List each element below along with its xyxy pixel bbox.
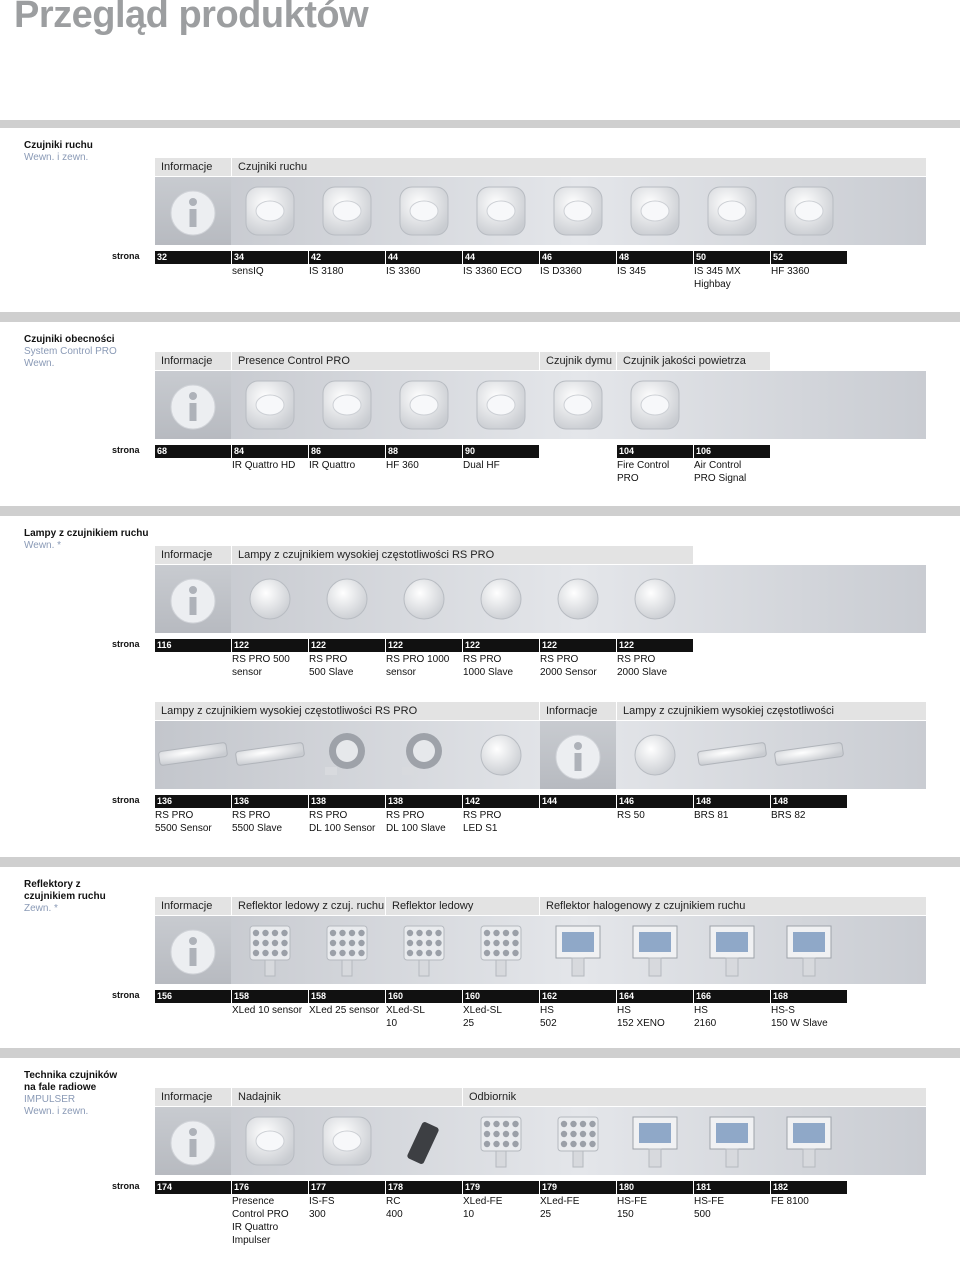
product-name: RC 400 (386, 1196, 403, 1220)
strona-label: strona (112, 445, 140, 455)
lamp-icon (232, 565, 308, 633)
product-name: IS 345 MX Highbay (694, 266, 741, 290)
product-name: IS 3180 (309, 266, 344, 277)
product-name: IS D3360 (540, 266, 582, 277)
section-subtitle: System Control PRO Wewn. (24, 346, 117, 369)
section-title: Technika czujników na fale radiowe IMPULSER Wewn. i zewn. (24, 1070, 118, 1117)
product-image-row (155, 177, 926, 245)
column-header: Reflektor halogenowy z czujnikiem ruchu (540, 897, 926, 915)
page-number-bar: 84 (232, 445, 308, 458)
product-name: RS PRO 5500 Sensor (155, 810, 212, 834)
page-number-bar: 179 (540, 1181, 616, 1194)
halogen-floodlight-icon (771, 916, 847, 984)
product-name: Air Control PRO Signal (694, 460, 747, 484)
page-number-bar: 136 (155, 795, 231, 808)
column-header: Odbiornik (463, 1088, 926, 1106)
info-icon (155, 1107, 231, 1175)
halogen-floodlight-icon (694, 916, 770, 984)
product-name: sensIQ (232, 266, 264, 277)
product-name: Fire Control PRO (617, 460, 670, 484)
halogen-floodlight-icon (617, 916, 693, 984)
section-divider (0, 120, 960, 128)
page-number-bar: 50 (694, 251, 770, 264)
page-number-bar: 42 (309, 251, 385, 264)
column-header: Reflektor ledowy (386, 897, 539, 915)
remote-control-icon (386, 1107, 462, 1175)
downlight-icon (309, 721, 385, 789)
page-number-bar: 122 (309, 639, 385, 652)
page-number-bar: 86 (309, 445, 385, 458)
product-name: RS PRO 2000 Slave (617, 654, 668, 678)
halogen-floodlight-icon (540, 916, 616, 984)
product-image-row (155, 371, 926, 439)
sensor-icon (617, 177, 693, 245)
product-name: RS PRO 500 Slave (309, 654, 354, 678)
sensor-icon (694, 177, 770, 245)
page-number-bar: 88 (386, 445, 462, 458)
page-number-bar: 122 (232, 639, 308, 652)
sensor-icon (309, 1107, 385, 1175)
page-number-bar: 68 (155, 445, 231, 458)
led-floodlight-icon (386, 916, 462, 984)
sensor-icon (232, 371, 308, 439)
tube-lamp-icon (232, 721, 308, 789)
page-number-bar: 166 (694, 990, 770, 1003)
sensor-icon (386, 177, 462, 245)
column-header: Nadajnik (232, 1088, 462, 1106)
product-name: IR Quattro HD (232, 460, 296, 471)
product-image-row (155, 721, 926, 789)
tube-lamp-icon (155, 721, 231, 789)
product-name: HS 502 (540, 1005, 557, 1029)
product-name: IS-FS 300 (309, 1196, 335, 1220)
section-divider (0, 506, 960, 516)
column-header: Lampy z czujnikiem wysokiej częstotliwości RS PRO (155, 702, 539, 720)
strona-label: strona (112, 639, 140, 649)
column-header: Lampy z czujnikiem wysokiej częstotliwości (617, 702, 926, 720)
column-header: Informacje (155, 352, 231, 370)
sensor-icon (540, 177, 616, 245)
page-number-bar: 160 (386, 990, 462, 1003)
column-header: Informacje (155, 546, 231, 564)
sensor-icon (463, 177, 539, 245)
section-title: Czujniki obecności System Control PRO Wewn. (24, 334, 117, 369)
product-name: IS 3360 (386, 266, 421, 277)
page-number-bar: 104 (617, 445, 693, 458)
product-name: Dual HF (463, 460, 500, 471)
sensor-icon (232, 1107, 308, 1175)
sensor-icon (771, 177, 847, 245)
section-divider (0, 857, 960, 867)
page-number-bar: 136 (232, 795, 308, 808)
page-number-bar: 106 (694, 445, 770, 458)
product-name: XLed 25 sensor (309, 1005, 380, 1016)
sensor-icon (617, 371, 693, 439)
led-floodlight-icon (232, 916, 308, 984)
strona-label: strona (112, 990, 140, 1000)
product-name: BRS 81 (694, 810, 729, 821)
sensor-icon (463, 371, 539, 439)
section-subtitle: Wewn. * (24, 540, 62, 551)
product-name: HS-FE 150 (617, 1196, 647, 1220)
page-number-bar: 160 (463, 990, 539, 1003)
page-number-bar: 174 (155, 1181, 231, 1194)
info-icon (155, 371, 231, 439)
page-number-bar: 122 (386, 639, 462, 652)
product-name: RS PRO 1000 Slave (463, 654, 514, 678)
info-icon (155, 565, 231, 633)
sensor-icon (540, 371, 616, 439)
led-floodlight-icon (463, 1107, 539, 1175)
sensor-icon (309, 177, 385, 245)
column-header: Informacje (155, 897, 231, 915)
page-number-bar: 148 (694, 795, 770, 808)
halogen-floodlight-icon (617, 1107, 693, 1175)
page-number-bar: 181 (694, 1181, 770, 1194)
page-number-bar: 148 (771, 795, 847, 808)
product-name: FE 8100 (771, 1196, 809, 1207)
info-icon (155, 177, 231, 245)
product-name: RS PRO 1000 sensor (386, 654, 450, 678)
section-title: Czujniki ruchu Wewn. i zewn. (24, 140, 93, 163)
product-name: RS PRO 2000 Sensor (540, 654, 597, 678)
section-title: Lampy z czujnikiem ruchu Wewn. * (24, 528, 149, 551)
page-number-bar: 177 (309, 1181, 385, 1194)
product-name: RS 50 (617, 810, 645, 821)
page-number-bar: 146 (617, 795, 693, 808)
product-name: HS 2160 (694, 1005, 717, 1029)
page-number-bar: 158 (309, 990, 385, 1003)
lamp-icon (463, 565, 539, 633)
sensor-icon (309, 371, 385, 439)
product-name: RS PRO 5500 Slave (232, 810, 283, 834)
section-subtitle: Wewn. i zewn. (24, 152, 89, 163)
led-floodlight-icon (309, 916, 385, 984)
section-subtitle: Zewn. * (24, 903, 58, 914)
page-number-bar: 162 (540, 990, 616, 1003)
lamp-icon (617, 721, 693, 789)
column-header: Presence Control PRO (232, 352, 539, 370)
page-number-bar: 182 (771, 1181, 847, 1194)
strona-label: strona (112, 795, 140, 805)
product-name: HS 152 XENO (617, 1005, 665, 1029)
led-floodlight-icon (463, 916, 539, 984)
column-header: Czujniki ruchu (232, 158, 926, 176)
page-title: Przegląd produktów (14, 0, 369, 36)
section-divider (0, 1048, 960, 1058)
column-header: Reflektor ledowy z czuj. ruchu (232, 897, 385, 915)
column-header: Informacje (540, 702, 616, 720)
tube-lamp-icon (694, 721, 770, 789)
section-divider (0, 312, 960, 322)
page-number-bar: 142 (463, 795, 539, 808)
strona-label: strona (112, 251, 140, 261)
product-name: XLed-FE 10 (463, 1196, 503, 1220)
lamp-icon (386, 565, 462, 633)
page-number-bar: 52 (771, 251, 847, 264)
product-name: IS 345 (617, 266, 646, 277)
lamp-icon (617, 565, 693, 633)
page-number-bar: 168 (771, 990, 847, 1003)
page-number-bar: 44 (386, 251, 462, 264)
page-number-bar: 138 (386, 795, 462, 808)
sensor-icon (386, 371, 462, 439)
column-header: Czujnik jakości powietrza (617, 352, 770, 370)
page-number-bar: 158 (232, 990, 308, 1003)
product-name: XLed-SL 10 (386, 1005, 425, 1029)
page-number-bar: 122 (540, 639, 616, 652)
page-number-bar: 122 (463, 639, 539, 652)
page-number-bar: 32 (155, 251, 231, 264)
sensor-icon (232, 177, 308, 245)
section-title: Reflektory z czujnikiem ruchu Zewn. * (24, 879, 106, 914)
column-header: Lampy z czujnikiem wysokiej częstotliwości RS PRO (232, 546, 693, 564)
column-header: Czujnik dymu (540, 352, 616, 370)
page-number-bar: 180 (617, 1181, 693, 1194)
page-number-bar: 44 (463, 251, 539, 264)
page-number-bar: 116 (155, 639, 231, 652)
page-number-bar: 138 (309, 795, 385, 808)
halogen-floodlight-icon (771, 1107, 847, 1175)
product-name: RS PRO DL 100 Sensor (309, 810, 376, 834)
halogen-floodlight-icon (694, 1107, 770, 1175)
product-image-row (155, 1107, 926, 1175)
lamp-icon (463, 721, 539, 789)
lamp-icon (540, 565, 616, 633)
product-name: XLed-FE 25 (540, 1196, 580, 1220)
page-number-bar: 144 (540, 795, 616, 808)
page-number-bar: 176 (232, 1181, 308, 1194)
product-name: RS PRO LED S1 (463, 810, 502, 834)
page-number-bar: 156 (155, 990, 231, 1003)
product-name: HS-FE 500 (694, 1196, 724, 1220)
product-image-row (155, 916, 926, 984)
page-number-bar: 178 (386, 1181, 462, 1194)
product-name: RS PRO 500 sensor (232, 654, 290, 678)
tube-lamp-icon (771, 721, 847, 789)
product-name: XLed 10 sensor (232, 1005, 303, 1016)
strona-label: strona (112, 1181, 140, 1191)
page-number-bar: 90 (463, 445, 539, 458)
product-name: Presence Control PRO IR Quattro Impulser (232, 1196, 289, 1246)
product-name: HS-S 150 W Slave (771, 1005, 828, 1029)
product-name: HF 360 (386, 460, 419, 471)
section-subtitle: IMPULSER Wewn. i zewn. (24, 1094, 89, 1117)
lamp-icon (309, 565, 385, 633)
page-number-bar: 34 (232, 251, 308, 264)
page-number-bar: 164 (617, 990, 693, 1003)
page-number-bar: 179 (463, 1181, 539, 1194)
column-header: Informacje (155, 158, 231, 176)
page-number-bar: 122 (617, 639, 693, 652)
info-icon (540, 721, 616, 789)
column-header: Informacje (155, 1088, 231, 1106)
product-name: IS 3360 ECO (463, 266, 522, 277)
downlight-icon (386, 721, 462, 789)
led-floodlight-icon (540, 1107, 616, 1175)
product-name: RS PRO DL 100 Slave (386, 810, 446, 834)
page-number-bar: 48 (617, 251, 693, 264)
product-image-row (155, 565, 926, 633)
product-name: XLed-SL 25 (463, 1005, 502, 1029)
info-icon (155, 916, 231, 984)
product-name: IR Quattro (309, 460, 356, 471)
product-name: HF 3360 (771, 266, 810, 277)
product-name: BRS 82 (771, 810, 806, 821)
page-number-bar: 46 (540, 251, 616, 264)
